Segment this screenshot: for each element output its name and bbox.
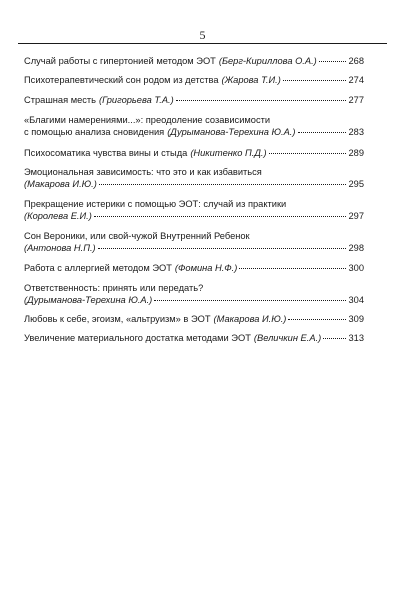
toc-entry [24, 262, 364, 274]
toc-entry-author: (Фомина Н.Ф.) [174, 263, 238, 273]
toc-entry-author: (Берг-Кириллова О.А.) [218, 56, 317, 66]
toc-entry-author: (Макарова И.Ю.) [24, 179, 97, 189]
dot-leader [94, 216, 347, 217]
toc-entry-author: (Королева Е.И.) [24, 211, 92, 221]
toc-entry-title: Психосоматика чувства вины и стыда [24, 148, 188, 158]
toc-entry-author: (Григорьева Т.А.) [99, 95, 174, 105]
dot-leader [239, 268, 346, 269]
toc-entry-author: (Дурыманова-Терехина Ю.А.) [167, 127, 296, 137]
toc-entry-page: 277 [348, 95, 364, 105]
toc-entry-title: Прекращение истерики с помощью ЭОТ: случай из практики [24, 199, 287, 209]
dot-leader [98, 248, 347, 249]
toc-entry-title: Эмоциональная зависимость: что это и как избавиться [24, 167, 262, 177]
toc-entry-title: Сон Вероники, или свой-чужой Внутренний Ребенок [24, 231, 250, 241]
toc-entry-page: 309 [348, 314, 364, 324]
toc-entry-author: (Дурыманова-Терехина Ю.А.) [24, 295, 153, 305]
toc-entry-author: (Никитенко П.Д.) [190, 148, 267, 158]
toc-entry-title: Любовь к себе, эгоизм, «альтруизм» в ЭОТ [24, 314, 211, 324]
dot-leader [319, 61, 347, 62]
toc-entry-title: Увеличение материального достатка методами ЭОТ [24, 333, 251, 343]
toc-entry-title: Работа с аллергией методом ЭОТ [24, 263, 172, 273]
dot-leader [269, 153, 347, 154]
toc-entry-author: (Величкин Е.А.) [253, 333, 322, 343]
toc-entry-title: Ответственность: принять или передать? [24, 283, 204, 293]
toc-entry [24, 166, 364, 190]
toc-entry-page: 283 [348, 127, 364, 137]
toc-entry [24, 332, 364, 344]
toc-entry [24, 147, 364, 159]
toc-entry-title-continued: с помощью анализа сновидения [24, 127, 165, 137]
toc-entry-title: «Благими намерениями...»: преодоление созависимости [24, 115, 271, 125]
dot-leader [298, 132, 347, 133]
toc-entry-author: (Антонова Н.П.) [24, 243, 96, 253]
toc-entry [24, 55, 364, 67]
dot-leader [288, 319, 346, 320]
toc-entry-page: 313 [348, 333, 364, 343]
toc-entry [24, 94, 364, 106]
toc-entry-page: 268 [348, 56, 364, 66]
toc-entry [24, 198, 364, 222]
toc-entry-page: 298 [348, 243, 364, 253]
dot-leader [323, 338, 346, 339]
top-rule [18, 43, 387, 44]
page-number: 5 [199, 28, 206, 42]
toc-entry-page: 297 [348, 211, 364, 221]
dot-leader [283, 80, 347, 81]
toc-entry-page: 274 [348, 75, 364, 85]
toc-entry-author: (Жарова Т.И.) [221, 75, 281, 85]
toc-entry-page: 289 [348, 148, 364, 158]
dot-leader [154, 300, 346, 301]
toc-entry-title: Психотерапевтический сон родом из детства [24, 75, 219, 85]
toc-entry-author: (Макарова И.Ю.) [213, 314, 287, 324]
dot-leader [176, 100, 347, 101]
toc-entry-page: 304 [348, 295, 364, 305]
toc-entry [24, 74, 364, 86]
toc-entry-page: 300 [348, 263, 364, 273]
dot-leader [99, 184, 347, 185]
toc-entry-title: Страшная месть [24, 95, 97, 105]
toc-entry-page: 295 [348, 179, 364, 189]
toc-entry [24, 230, 364, 254]
toc-entry [24, 114, 364, 138]
toc-entry [24, 313, 364, 325]
toc-entry-title: Случай работы с гипертонией методом ЭОТ [24, 56, 216, 66]
toc-entry [24, 282, 364, 306]
